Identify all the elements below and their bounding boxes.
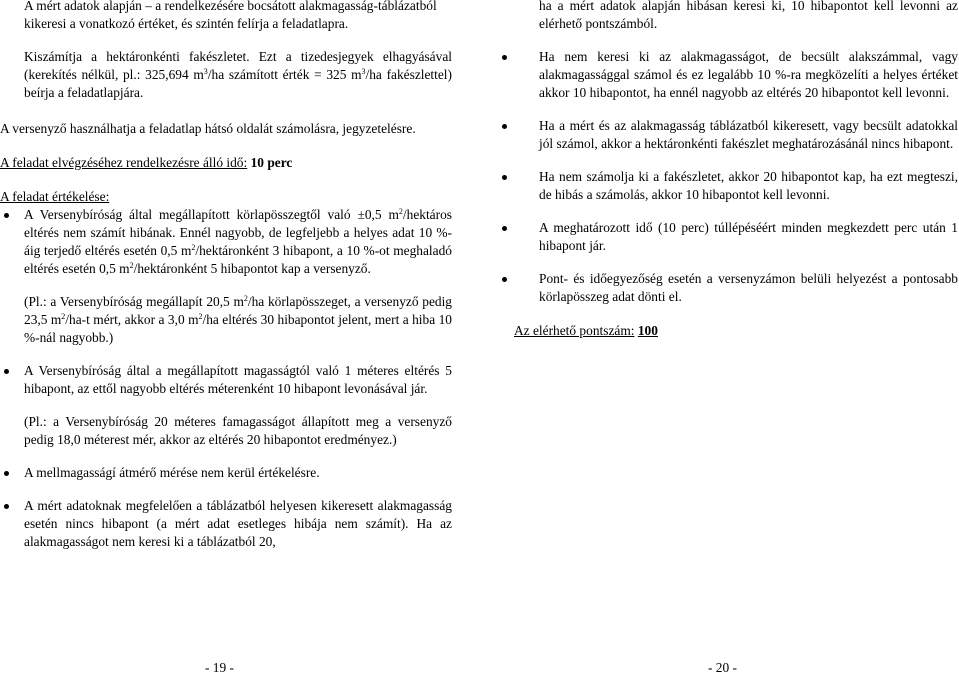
time-line [0, 154, 452, 172]
superscript: 2 [61, 312, 66, 321]
superscript: 2 [243, 294, 248, 303]
rule-tie: Pont- és időegyezőség esetén a versenyzámon belüli helyezést a pontosabb körlapösszeg adat dönti el. [514, 270, 958, 306]
example-1-d: /ha eltérés 30 hibapontot jelent, mert a hiba 10 %-nál nagyobb.) [24, 312, 452, 345]
left-page [0, 0, 452, 551]
rule-time: A meghatározott idő (10 perc) túllépéséért minden megkezdett perc után 1 hibapont jár. [514, 219, 958, 255]
time-label: A feladat elvégzéséhez rendelkezésre álló idő: [0, 155, 248, 170]
rule-basal-area-d: /hektáronként 3 hibapont, a 10 %-ot meghaladó eltérés esetén 0,5 m [24, 243, 452, 276]
rule-basal-area-a: A Versenybíróság által megállapított körlapösszegtől való ±0,5 m [24, 207, 399, 222]
rule-height: A Versenybíróság által a megállapított magasságtól való 1 méteres eltérés 5 hibapont, az ettől nagyobb eltérés méterenként 10 hibapont levonásával jár. [0, 362, 452, 398]
time-value: 10 perc [250, 155, 293, 170]
rule-basal-area [0, 206, 452, 278]
page-number-right: - 20 - [708, 660, 738, 675]
back-side-note: A versenyző használhatja a feladatlap hátsó oldalát számolásra, jegyzetelésre. [0, 121, 416, 136]
score-label: Az elérhető pontszám: [514, 323, 635, 338]
example-1-b: /ha körlapösszeget, a versenyző pedig 23,5 m [24, 294, 452, 327]
right-page [514, 0, 958, 340]
rule-basal-area-c: Ennél nagyobb, de legfeljebb a helyes adat 10 %-áig terjedő eltérés esetén 0,5 m [24, 225, 452, 258]
continuation-text: ha a mért adatok alapján hibásan keresi ki, 10 hibapontot kell levonni az elérhető pontszámból. [539, 0, 958, 31]
superscript: 2 [191, 243, 196, 252]
item-5-text-c: /ha fakészlettel) beírja a feladatlapjára. [24, 67, 452, 100]
evaluation-heading [0, 188, 452, 206]
item-5-text-a: Kiszámítja a hektáronkénti fakészletet. Ezt a tizedesjegyek elhagyásával (kerekítés nélkül, pl.: 325,694 m [24, 49, 452, 82]
page-number-left: - 19 - [205, 660, 235, 675]
example-basal-area [0, 293, 452, 347]
example-1-a: (Pl.: a Versenybíróság megállapít 20,5 m [24, 294, 244, 309]
item-5-text-b: /ha számított érték = 325 m [207, 67, 362, 82]
superscript: 3 [203, 67, 208, 76]
rule-estimated-form: Ha nem keresi ki az alakmagasságot, de becsült alakszámmal, vagy alakmagassággal számol és ez legalább 10 %-ra megközelíti a helyes értéket akkor 10 hibapontot, ha ennél nagyobb az eltérés 20 hibapontot kell levonni. [514, 48, 958, 102]
rule-correct-calc: Ha a mért és az alakmagasság táblázatból kikeresett, vagy becsült adatokkal jól számol, akkor a hektáronkénti fakészlet meghatározásánál nincs hibapont. [514, 117, 958, 153]
item-5 [0, 48, 452, 102]
score-line [514, 322, 958, 340]
rule-basal-area-e: /hektáronként 5 hibapontot kap a versenyző. [133, 261, 371, 276]
superscript: 2 [198, 312, 203, 321]
rule-volume: Ha nem számolja ki a fakészletet, akkor 20 hibapontot kap, ha ezt megteszi, de hibás a számolás, akkor 10 hibapontot kell levonni. [514, 168, 958, 204]
example-height: (Pl.: a Versenybíróság 20 méteres famagasságot állapított meg a versenyző pedig 18,0 méterest mér, akkor az eltérés 20 hibapontot eredményez.) [24, 414, 452, 447]
item-5-number [0, 48, 24, 66]
rule-form-height: A mért adatoknak megfelelően a táblázatból helyesen kikeresett alakmagasság esetén nincs hibapont (a mért adat esetleges hibája nem számít). Ha az alakmagasságot nem keresi ki a táblázatból 20, [0, 497, 452, 551]
example-1-c: /ha-t mért, akkor a 3,0 m [65, 312, 199, 327]
rule-basal-area-b: /hektáros eltérés nem számít hibának. [24, 207, 452, 240]
item-4-number [0, 0, 24, 15]
rule-diameter: A mellmagasságí átmérő mérése nem kerül értékelésre. [0, 464, 452, 482]
item-4 [0, 0, 452, 33]
score-value: 100 [637, 323, 658, 338]
item-4-text: A mért adatok alapján – a rendelkezésére bocsátott alakmagasság-táblázatból kikeresi a vonatkozó értéket, és szintén felírja a feladatlapra. [24, 0, 437, 31]
superscript: 2 [398, 207, 403, 216]
superscript: 2 [129, 261, 134, 270]
superscript: 3 [361, 67, 366, 76]
evaluation-label: A feladat értékelése: [0, 189, 110, 204]
